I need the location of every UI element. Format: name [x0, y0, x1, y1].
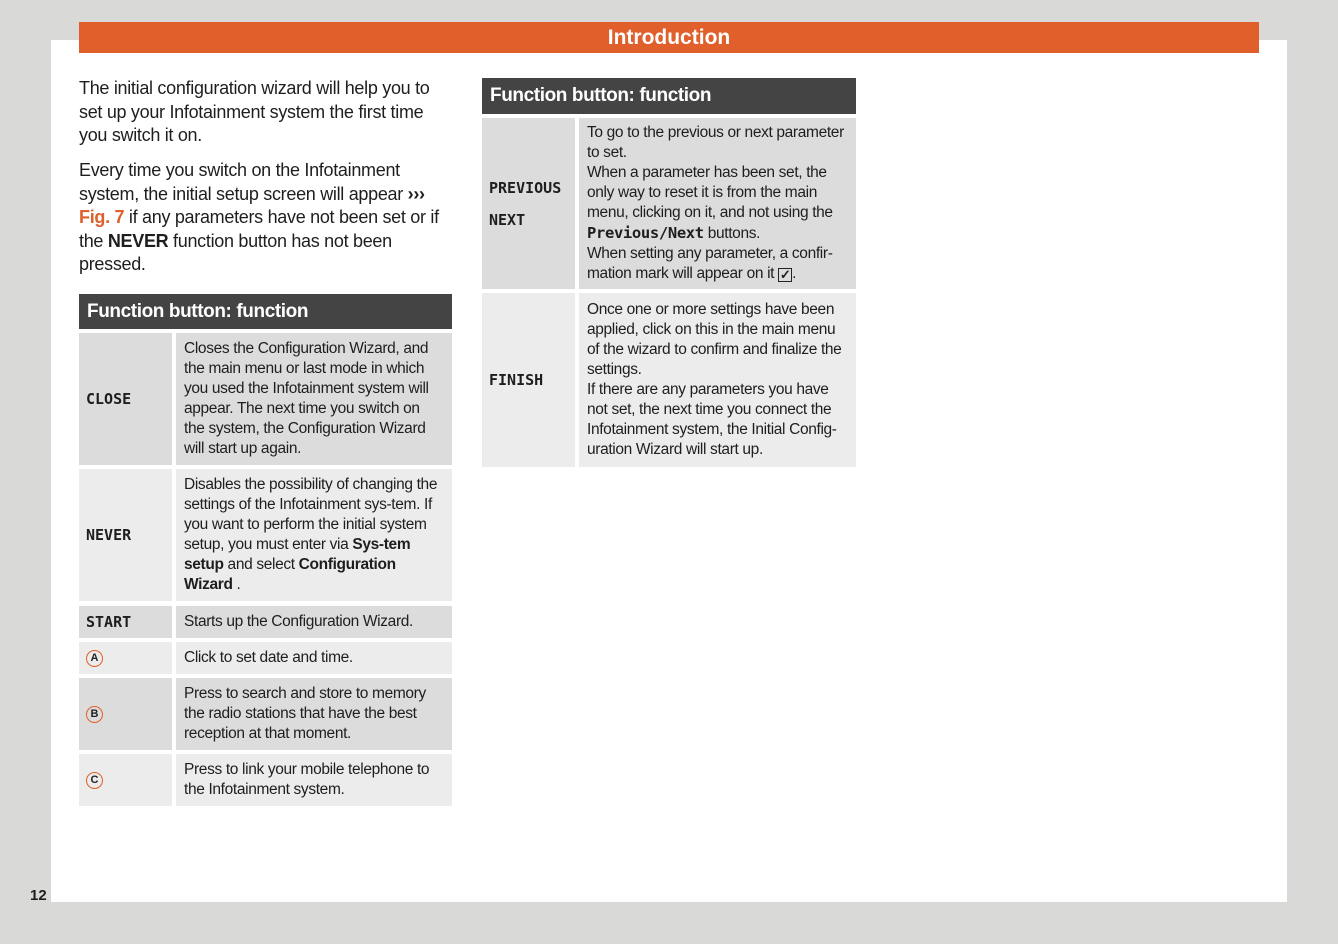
text: and select — [223, 556, 299, 573]
label-previous: PREVIOUS — [489, 178, 562, 197]
table-header: Function button: function — [79, 294, 452, 329]
section-title: Introduction — [79, 22, 1259, 53]
row-description: Press to search and store to memory the radio stations that have the best reception at that moment. — [176, 678, 452, 750]
table-row — [482, 293, 856, 467]
row-description — [176, 469, 452, 601]
text: If there are any parameters you have not set, the next time you connect the Infotainment system, the Initial Config-uration Wizard will start up. — [587, 381, 837, 458]
table-row — [79, 469, 452, 601]
text: . — [792, 265, 797, 282]
text: To go to the previous or next parameter to set. — [587, 124, 844, 161]
function-table-right — [482, 78, 856, 467]
table-row — [482, 118, 856, 289]
table-row — [79, 333, 452, 465]
figure-link[interactable]: Fig. 7 — [79, 207, 125, 227]
circled-b-icon: B — [86, 706, 103, 723]
text: buttons. — [703, 225, 761, 242]
text: function button has not been pressed. — [79, 230, 392, 274]
row-description: Press to link your mobile telephone to the Infotainment system. — [176, 754, 452, 806]
row-label: FINISH — [482, 293, 575, 467]
table-row — [79, 606, 452, 638]
row-label — [79, 678, 172, 750]
circled-a-icon: A — [86, 650, 103, 667]
text: Every time you switch on the Infotainment system, the initial setup screen will appear — [79, 160, 408, 204]
circled-c-icon: C — [86, 772, 103, 789]
checkbox-checked-icon: ✓ — [779, 267, 791, 282]
table-row — [79, 642, 452, 674]
text: When setting any parameter, a confir-mation mark will appear on it — [587, 245, 833, 282]
table-row — [79, 754, 452, 806]
row-description: Starts up the Configuration Wizard. — [176, 606, 452, 638]
function-table-left — [79, 294, 452, 807]
bold-term: Sys-tem setup — [184, 536, 411, 573]
row-label — [79, 754, 172, 806]
never-term: NEVER — [107, 230, 169, 251]
text: . — [232, 576, 241, 593]
row-label: NEVER — [79, 469, 172, 601]
row-label — [482, 118, 575, 289]
row-label — [79, 642, 172, 674]
table-row — [79, 678, 452, 750]
label-next: NEXT — [489, 210, 526, 229]
page-number: 12 — [30, 887, 47, 904]
row-label: START — [79, 606, 172, 638]
text: When a parameter has been set, the only way to reset it is from the main menu, clicking on it, and not using the — [587, 164, 833, 221]
intro-paragraph-2 — [79, 159, 451, 277]
row-description: Click to set date and time. — [176, 642, 452, 674]
text: Once one or more settings have been applied, click on this in the main menu of the wizard to confirm and finalize the settings. — [587, 301, 842, 378]
table-header: Function button: function — [482, 78, 856, 114]
intro-paragraph-1: The initial configuration wizard will help you to set up your Infotainment system the first time you switch it on. — [79, 78, 430, 145]
previous-next-term: Previous/Next — [587, 224, 704, 242]
row-description — [579, 293, 856, 467]
bold-term: Configuration Wizard — [184, 556, 396, 593]
text: if any parameters have not been set or if the — [79, 207, 439, 251]
row-description — [579, 118, 856, 289]
text: Disables the possibility of changing the settings of the Infotainment sys-tem. If you want to perform the initial system setup, you must enter via — [184, 476, 438, 553]
row-description: Closes the Configuration Wizard, and the main menu or last mode in which you used the Infotainment system will appear. The next time you switch on the system, the Configuration Wizard will start up again. — [176, 333, 452, 465]
link-arrow: ››› — [407, 183, 425, 204]
row-label: CLOSE — [79, 333, 172, 465]
